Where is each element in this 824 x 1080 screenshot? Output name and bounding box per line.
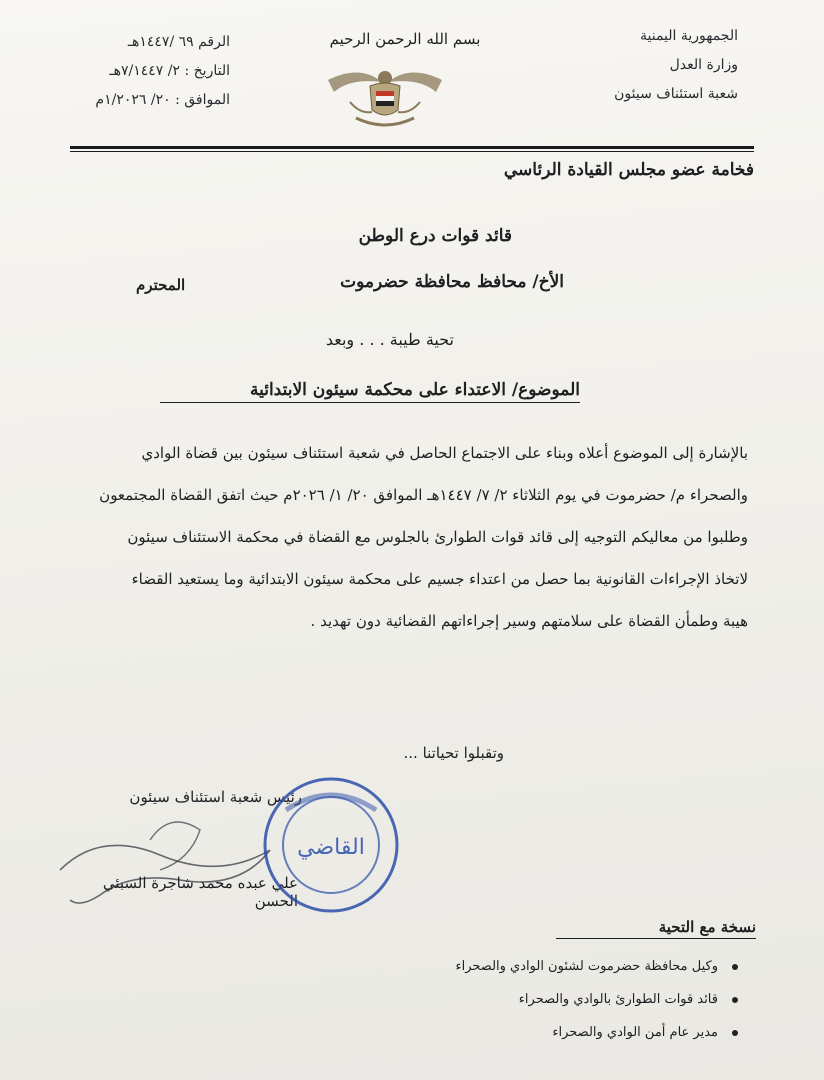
bullet-icon [732, 1030, 738, 1036]
copies-title: نسخة مع التحية [556, 918, 756, 939]
letter-body [72, 432, 748, 642]
header-branch: شعبة استئناف سيئون [614, 86, 738, 102]
body-line: بالإشارة إلى الموضوع أعلاه وبناء على الاجتماع الحاصل في شعبة استئناف سيئون بين قضاة الوادي [141, 444, 748, 462]
official-stamp-icon [256, 770, 406, 920]
header-divider-thin [70, 151, 754, 152]
reference-number: الرقم ٦٩ /١٤٤٧هـ [127, 34, 230, 50]
body-line: وطلبوا من معاليكم التوجيه إلى قائد قوات الطوارئ بالجلوس مع القضاة في محكمة الاستئناف سيئون [127, 528, 748, 546]
addressee-line: الأخ/ محافظ محافظة حضرموت [340, 272, 564, 292]
greeting-line: تحية طيبة . . . وبعد [325, 330, 454, 349]
list-item [298, 983, 738, 1016]
yemen-eagle-emblem-icon [320, 58, 450, 134]
copy-recipient: قائد قوات الطوارئ بالوادي والصحراء [518, 992, 718, 1007]
stamp-text: القاضي [297, 835, 365, 860]
commander-line: قائد قوات درع الوطن [358, 226, 512, 246]
body-line: هيبة وطمأن القضاة على سلامتهم وسير إجراءاتهم القضائية دون تهديد . [310, 612, 748, 630]
closing-line: وتقبلوا تحياتنا ... [403, 744, 504, 762]
copy-recipient: وكيل محافظة حضرموت لشئون الوادي والصحراء [455, 959, 718, 974]
header-divider [70, 146, 754, 149]
body-line: والصحراء م/ حضرموت في يوم الثلاثاء ٢/ ٧/ ١٤٤٧هـ الموافق ٢٠/ ١/ ٢٠٢٦م حيث اتفق القضاة المجتمعون [99, 486, 748, 504]
reference-corresponding-date: الموافق : ٢٠/ ١/٢٠٢٦م [95, 92, 230, 108]
reference-date: التاريخ : ٢/ ٧/١٤٤٧هـ [109, 63, 230, 79]
header-reference-block [60, 28, 230, 115]
honorific-line: فخامة عضو مجلس القيادة الرئاسي [503, 160, 754, 180]
list-item [298, 1016, 738, 1049]
signatory-title: رئيس شعبة استئناف سيئون [129, 788, 302, 806]
respected-label: المحترم [136, 276, 186, 294]
bullet-icon [732, 964, 738, 970]
copy-recipient: مدير عام أمن الوادي والصحراء [552, 1025, 718, 1040]
signatory-name: علي عبده محمد شاجرة السبئي الحسن [102, 874, 298, 910]
basmala: بسم الله الرحمن الرحيم [329, 30, 481, 48]
body-line: لاتخاذ الإجراءات القانونية بما حصل من اعتداء جسيم على محكمة سيئون الابتدائية وما يستعيد القضاء [131, 570, 748, 588]
header-ministry-block [528, 22, 738, 109]
header-republic: الجمهورية اليمنية [639, 28, 738, 44]
header-ministry: وزارة العدل [669, 57, 738, 73]
copies-list [298, 950, 738, 1049]
list-item [298, 950, 738, 983]
subject-line: الموضوع/ الاعتداء على محكمة سيئون الابتدائية [160, 380, 580, 403]
bullet-icon [732, 997, 738, 1003]
